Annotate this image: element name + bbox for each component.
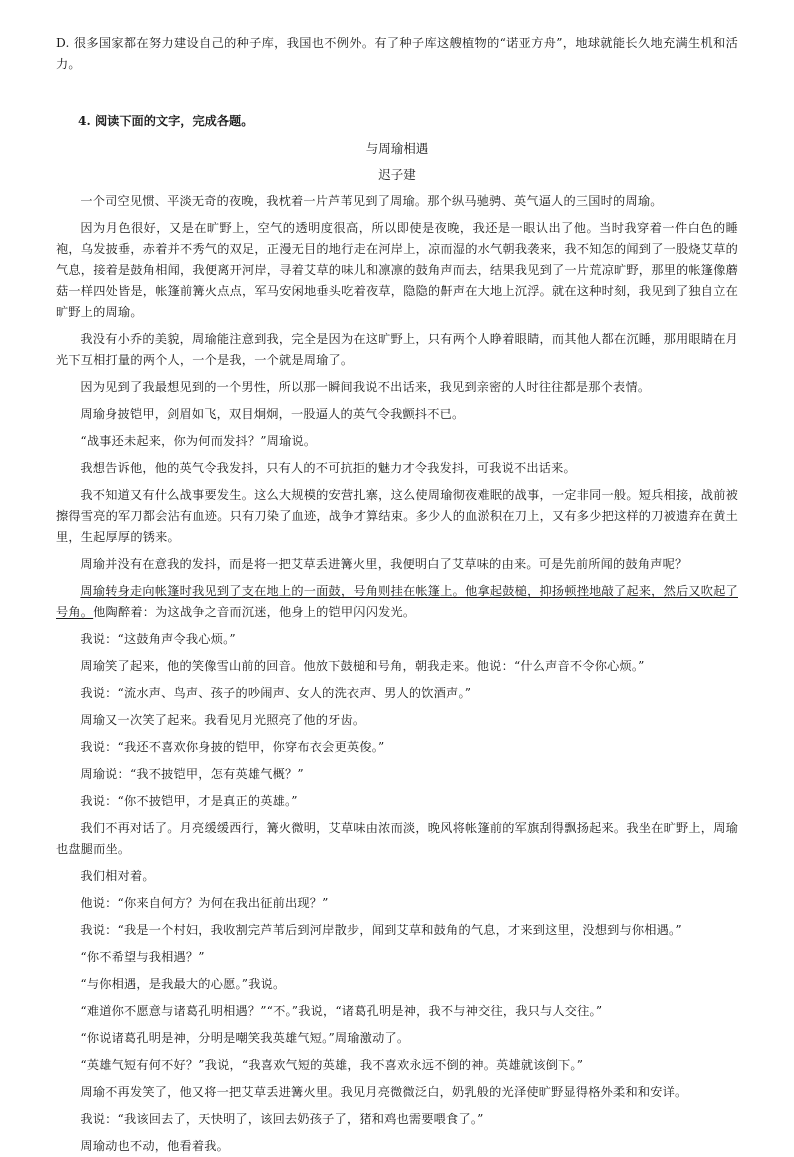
paragraph: 周瑜又一次笑了起来。我看见月光照亮了他的牙齿。 xyxy=(80,713,366,727)
paragraph: 他说：“你来自何方？为何在我出征前出现？” xyxy=(80,896,329,910)
paragraph: 周瑜说：“我不披铠甲，怎有英雄气概？” xyxy=(80,767,304,781)
paragraph: “与你相遇，是我最大的心愿。”我说。 xyxy=(80,977,286,991)
paragraph: 我说：“流水声、鸟声、孩子的吵闹声、女人的洗衣声、男人的饮酒声。” xyxy=(80,686,472,700)
paragraph-rest: 他陶醉着：为这战争之音而沉迷，他身上的铠甲闪闪发光。 xyxy=(93,605,416,619)
paragraph: 我说：“我该回去了，天快明了，该回去奶孩子了，猪和鸡也需要喂食了。” xyxy=(80,1112,484,1126)
paragraph: 我想告诉他，他的英气令我发抖，只有人的不可抗拒的魅力才令我发抖，可我说不出话来。 xyxy=(80,461,576,475)
paragraph: 周瑜笑了起来，他的笑像雪山前的回音。他放下鼓槌和号角，朝我走来。他说：“什么声音不令你心烦。” xyxy=(80,659,645,673)
article-author: 迟子建 xyxy=(378,167,416,182)
underlined-paragraph xyxy=(56,581,738,623)
paragraph: 我说：“这鼓角声令我心烦。” xyxy=(80,632,236,646)
paragraph: 我说：“我还不喜欢你身披的铠甲，你穿布衣会更英俊。” xyxy=(80,740,385,754)
paragraph: 我们不再对话了。月亮缓缓西行，篝火微明，艾草味由浓而淡，晚风将帐篷前的军旗刮得飘扬起来。我坐在旷野上，周瑜也盘腿而坐。 xyxy=(56,821,738,856)
option-d-text: D. 很多国家都在努力建设自己的种子库，我国也不例外。有了种子库这艘植物的“诺亚方舟”，地球就能长久地充满生机和活力。 xyxy=(56,36,738,71)
paragraph: 我不知道又有什么战事要发生。这么大规模的安营扎寨，这么使周瑜彻夜难眠的战事，一定非同一般。短兵相接，战前被擦得雪亮的军刀都会沾有血迹。只有刀染了血迹，战争才算结束。多少人的血淤积在刀上，又有多少把这样的刀被遗弃在黄土里，生起厚厚的锈来。 xyxy=(56,488,738,544)
question-heading: 4. 阅读下面的文字，完成各题。 xyxy=(78,114,254,128)
paragraph: 我们相对着。 xyxy=(80,869,155,883)
paragraph: 因为月色很好，又是在旷野上，空气的透明度很高，所以即使是夜晚，我还是一眼认出了他。当时我穿着一件白色的睡袍，乌发披垂，赤着并不秀气的双足，正漫无目的地行走在河岸上，凉而湿的水气朝我袭来，我不知怎的闻到了一股烧艾草的气息，接着是鼓角相闻，我便离开河岸，寻着艾草的味儿和凛凛的鼓角声而去，结果我见到了一片荒凉旷野，那里的帐篷像蘑菇一样四处皆是，帐篷前篝火点点，军马安闲地垂头吃着夜草，隐隐的鼾声在大地上沉浮。就在这种时刻，我见到了独自立在旷野上的周瑜。 xyxy=(56,221,738,319)
paragraph: 因为见到了我最想见到的一个男性，所以那一瞬间我说不出话来，我见到亲密的人时往往都是那个表情。 xyxy=(80,380,651,394)
paragraph: 我说：“你不披铠甲，才是真正的英雄。” xyxy=(80,794,298,808)
paragraph: 我没有小乔的美貌，周瑜能注意到我，完全是因为在这旷野上，只有两个人睁着眼睛，而其他人都在沉睡，那用眼睛在月光下互相打量的两个人，一个是我，一个就是周瑜了。 xyxy=(56,332,738,367)
paragraph: “难道你不愿意与诸葛孔明相遇？”“不。”我说，“诸葛孔明是神，我不与神交往，我只与人交往。” xyxy=(80,1004,603,1018)
paragraph: 我说：“我是一个村妇，我收割完芦苇后到河岸散步，闻到艾草和鼓角的气息，才来到这里，没想到与你相遇。” xyxy=(80,923,682,937)
underlined-sentence: 周瑜转身走向帐篷时我见到了支在地上的一面鼓，号角则挂在帐篷上。他拿起鼓槌，抑扬顿挫地敲了起来，然后又吹起了号角。 xyxy=(56,584,738,619)
paragraph: 一个司空见惯、平淡无奇的夜晚，我枕着一片芦苇见到了周瑜。那个纵马驰骋、英气逼人的三国时的周瑜。 xyxy=(80,194,663,208)
paragraph: “你不希望与我相遇？” xyxy=(80,950,205,964)
paragraph: “英雄气短有何不好？”我说，“我喜欢气短的英雄，我不喜欢永远不倒的神。英雄就该倒下。” xyxy=(80,1058,584,1072)
paragraph: 周瑜动也不动，他看着我。 xyxy=(80,1139,230,1153)
paragraph: 周瑜并没有在意我的发抖，而是将一把艾草丢进篝火里，我便明白了艾草味的由来。可是先前所闻的鼓角声呢？ xyxy=(80,557,688,571)
paragraph: “你说诸葛孔明是神，分明是嘲笑我英雄气短。”周瑜激动了。 xyxy=(80,1031,410,1045)
paragraph: 周瑜身披铠甲，剑眉如飞，双目炯炯，一股逼人的英气令我颤抖不已。 xyxy=(80,407,465,421)
paragraph: 周瑜不再发笑了，他又将一把艾草丢进篝火里。我见月亮微微泛白，奶乳般的光泽使旷野显得格外柔和和安详。 xyxy=(80,1085,688,1099)
paragraph: “战事还未起来，你为何而发抖？”周瑜说。 xyxy=(80,434,317,448)
article-title: 与周瑜相遇 xyxy=(365,141,429,156)
